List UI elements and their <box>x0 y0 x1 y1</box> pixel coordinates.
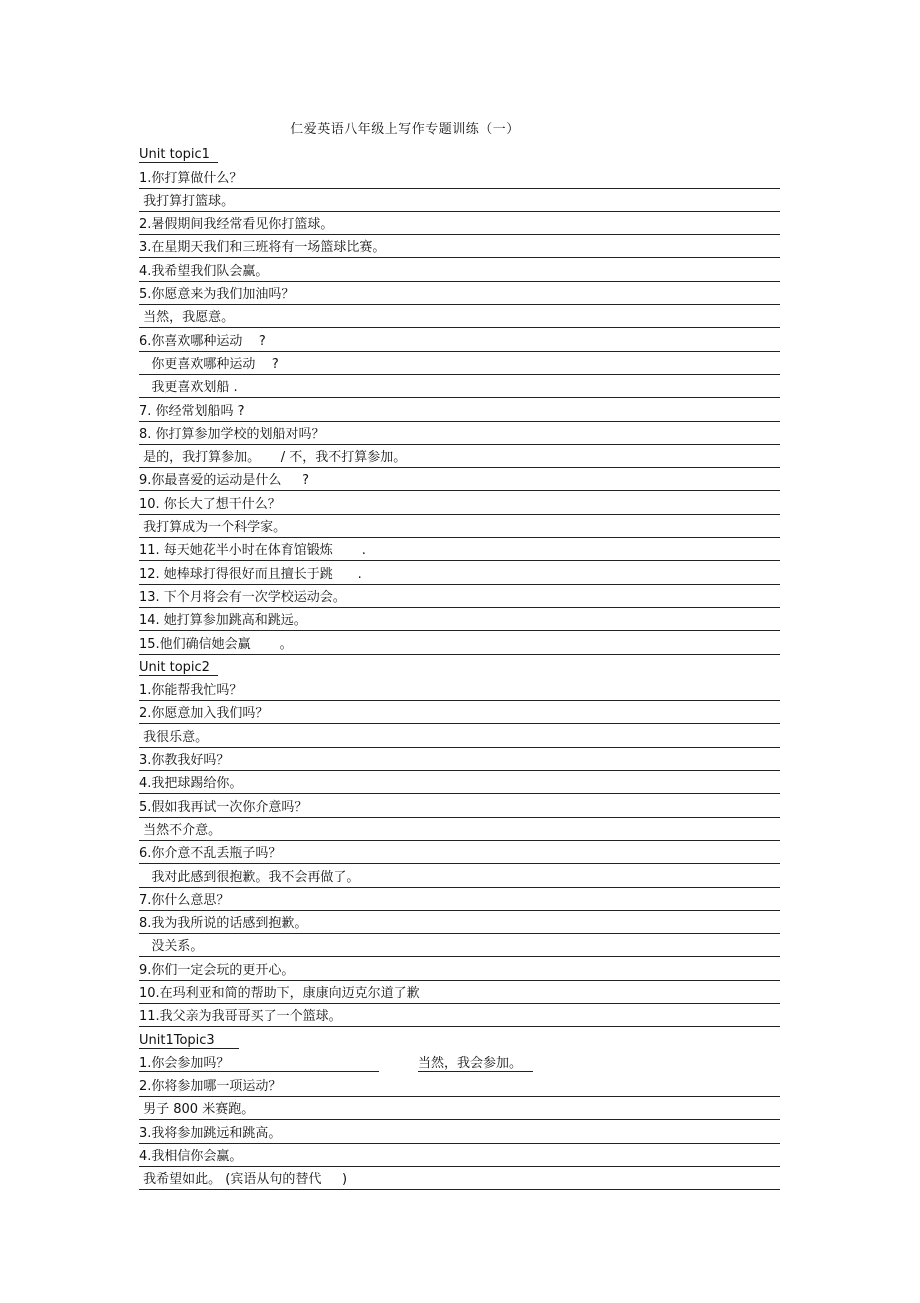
exercise-line-text: 3.在星期天我们和三班将有一场篮球比赛。 <box>139 240 386 256</box>
exercise-line-text: 你更喜欢哪种运动 ? <box>139 356 279 372</box>
exercise-line-text: 4.我希望我们队会赢。 <box>139 263 269 279</box>
exercise-line-text: 我打算打篮球。 <box>139 193 235 209</box>
exercise-line-text: 8. 你打算参加学校的划船对吗？ <box>139 426 325 442</box>
exercise-line <box>139 258 780 281</box>
exercise-line <box>139 561 780 584</box>
exercise-line-text: 我更喜欢划船 . <box>139 380 238 396</box>
exercise-line <box>139 701 780 724</box>
exercise-line-text: 当然，我愿意。 <box>139 310 235 326</box>
exercise-line-text: 4.我把球踢给你。 <box>139 776 243 792</box>
exercise-line-text: 当然不介意。 <box>139 822 222 838</box>
exercise-line <box>139 678 780 701</box>
exercise-line-text: 9.你最喜爱的运动是什么 ? <box>139 473 309 489</box>
exercise-line <box>139 328 780 351</box>
exercise-line <box>139 957 780 980</box>
exercise-line <box>139 189 780 212</box>
exercise-line-text: 1.你打算做什么？ <box>139 170 243 186</box>
exercise-line <box>139 841 780 864</box>
exercise-line <box>139 468 780 491</box>
exercise-line-text: 12. 她棒球打得很好而且擅长于跳 . <box>139 566 362 582</box>
exercise-line <box>139 1167 780 1190</box>
exercise-line <box>139 981 780 1004</box>
exercise-line <box>139 1004 780 1027</box>
exercise-line <box>139 305 780 328</box>
exercise-list <box>139 142 780 1190</box>
section-heading <box>139 655 780 678</box>
exercise-line <box>139 491 780 514</box>
exercise-line <box>139 165 780 188</box>
page-title: 仁爱英语八年级上写作专题训练（一） <box>290 122 520 137</box>
exercise-line-text: 1.你会参加吗？ <box>139 1056 379 1072</box>
section-heading <box>139 142 780 165</box>
exercise-line-text: 5.你愿意来为我们加油吗？ <box>139 287 295 303</box>
exercise-line <box>139 235 780 258</box>
exercise-line <box>139 422 780 445</box>
exercise-line-text: 8.我为我所说的话感到抱歉。 <box>139 916 308 932</box>
exercise-line <box>139 631 780 654</box>
section-heading-text: Unit1Topic3 <box>139 1033 239 1049</box>
exercise-line <box>139 864 780 887</box>
exercise-line-text: 2.暑假期间我经常看见你打篮球。 <box>139 217 334 233</box>
exercise-line <box>139 1097 780 1120</box>
exercise-line-text: 11.我父亲为我哥哥买了一个篮球。 <box>139 1009 342 1025</box>
exercise-line <box>139 515 780 538</box>
exercise-line <box>139 282 780 305</box>
exercise-line-text: 9.你们一定会玩的更开心。 <box>139 962 295 978</box>
exercise-line-text: 2.你愿意加入我们吗？ <box>139 706 269 722</box>
section-heading-text: Unit topic2 <box>139 660 218 676</box>
exercise-line <box>139 352 780 375</box>
exercise-line-text: 我对此感到很抱歉。我不会再做了。 <box>139 869 360 885</box>
exercise-line-text: 7.你什么意思？ <box>139 892 230 908</box>
exercise-answer-text: 当然，我会参加。 <box>418 1056 533 1072</box>
exercise-line-text: 2.你将参加哪一项运动？ <box>139 1079 282 1095</box>
exercise-line-text: 13. 下个月将会有一次学校运动会。 <box>139 589 346 605</box>
exercise-line <box>139 1144 780 1167</box>
exercise-line <box>139 398 780 421</box>
exercise-line <box>139 794 780 817</box>
exercise-line-text: 14. 她打算参加跳高和跳远。 <box>139 613 307 629</box>
exercise-line <box>139 818 780 841</box>
exercise-line-text: 11. 每天她花半小时在体育馆锻炼 . <box>139 543 366 559</box>
exercise-line-text: 7. 你经常划船吗 ? <box>139 403 245 419</box>
exercise-line <box>139 375 780 398</box>
exercise-line-text: 6.你介意不乱丢瓶子吗？ <box>139 846 282 862</box>
exercise-line-text: 15.他们确信她会赢 。 <box>139 636 293 652</box>
exercise-line <box>139 1120 780 1143</box>
exercise-line <box>139 585 780 608</box>
exercise-line <box>139 748 780 771</box>
exercise-line <box>139 911 780 934</box>
exercise-line-text: 3.我将参加跳远和跳高。 <box>139 1125 282 1141</box>
exercise-line <box>139 771 780 794</box>
exercise-line-text: 男子 800 米赛跑。 <box>139 1102 255 1118</box>
exercise-line-text: 1.你能帮我忙吗？ <box>139 683 243 699</box>
exercise-line-text: 我希望如此。 (宾语从句的替代 ) <box>139 1172 348 1188</box>
exercise-line <box>139 1074 780 1097</box>
section-heading <box>139 1027 780 1050</box>
exercise-line <box>139 212 780 235</box>
exercise-line-text: 是的，我打算参加。 / 不，我不打算参加。 <box>139 450 407 466</box>
exercise-line-text: 5.假如我再试一次你介意吗？ <box>139 799 308 815</box>
exercise-line <box>139 538 780 561</box>
exercise-line <box>139 724 780 747</box>
exercise-line-text: 我很乐意。 <box>139 729 209 745</box>
exercise-line <box>139 934 780 957</box>
exercise-line <box>139 1051 780 1074</box>
exercise-line-text: 没关系。 <box>139 939 204 955</box>
exercise-line-text: 3.你教我好吗？ <box>139 753 230 769</box>
exercise-line-text: 10. 你长大了想干什么？ <box>139 496 281 512</box>
exercise-line-text: 4.我相信你会赢。 <box>139 1149 243 1165</box>
exercise-line <box>139 445 780 468</box>
section-heading-text: Unit topic1 <box>139 147 218 163</box>
exercise-line-text: 6.你喜欢哪种运动 ? <box>139 333 266 349</box>
exercise-line <box>139 608 780 631</box>
exercise-line-text: 10.在玛利亚和简的帮助下，康康向迈克尔道了歉 <box>139 985 420 1001</box>
exercise-line-text: 我打算成为一个科学家。 <box>139 520 287 536</box>
exercise-line <box>139 888 780 911</box>
